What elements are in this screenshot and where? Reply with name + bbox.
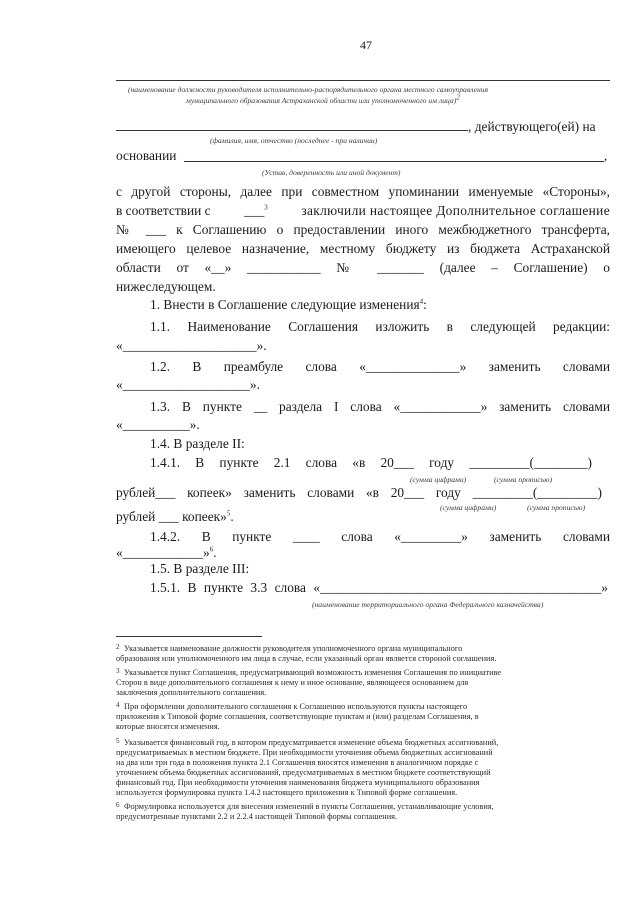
footnote-3-line-2: Сторон в виде дополнительного соглашения к нему и иное основание, являющееся основанием для: [116, 678, 469, 687]
item-1-4: 1.4. В разделе II:: [150, 436, 245, 451]
footnote-5-line-3: на два или три года в положения пункта 2.1 Соглашения вносятся изменения в аналогичном порядке с: [116, 758, 479, 767]
body-line-3: № ___ к Соглашению о предоставлении иного межбюджетного трансферта,: [116, 222, 610, 237]
item-1-4-2: 1.4.2. В пункте ____ слова «_________» заменить словами: [150, 529, 610, 544]
caption-sum-digits: (сумма цифрами): [410, 475, 467, 484]
footnote-2-line-2: образования или уполномоченного им лица в случае, если указанный орган является стороной соглашения.: [116, 654, 497, 663]
footnote-5-line-5: финансовый год. При необходимости уточнения наименования бюджета муниципального образования: [116, 778, 480, 787]
body-line-6: нижеследующем.: [116, 279, 216, 294]
page-number: 47: [360, 38, 372, 52]
footnote-5-line-4: уточнением объема бюджетных ассигнований, предусматриваемых в местном бюджете соответствующий: [116, 768, 491, 777]
caption-sum-words-2: (сумма прописью): [527, 503, 586, 512]
item-1-1: 1.1. Наименование Соглашения изложить в следующей редакции:: [150, 319, 610, 334]
item-1: 1. Внести в Соглашение следующие изменения$^4$:: [150, 297, 427, 312]
caption-treasury: (наименование территориального органа Федерального казначейства): [312, 600, 544, 609]
item-1-2-cont: «___________________».: [116, 377, 260, 392]
item-1-5: 1.5. В разделе III:: [150, 561, 250, 576]
fio-line: [116, 130, 468, 131]
item-1-3-cont: «__________».: [116, 417, 200, 432]
footnote-6-line-1: 6 Формулировка используется для внесения изменений в пункты Соглашения, устанавливающие условия,: [116, 801, 494, 811]
caption-position-line2: муниципального образования Астраханской области или уполномоченного им лица)$^2$: [186, 93, 460, 105]
item-1-4-1: 1.4.1. В пункте 2.1 слова «в 20___ году _________(________): [150, 455, 592, 470]
caption-fio: (фамилия, имя, отчество (последнее - при наличии): [210, 136, 378, 145]
footnote-2-line-1: 2 Указывается наименование должности руководителя уполномоченного органа муниципального: [116, 643, 463, 653]
footnote-6-line-2: предусмотренные пунктами 2.2 и 2.2.4 настоящей Типовой формы соглашения.: [116, 812, 398, 821]
body-line-5: области от «__» ___________ № _______ (далее – Соглашение) о: [116, 260, 610, 275]
footnote-separator: [116, 636, 262, 637]
caption-basis: (Устав, доверенность или иной документ): [262, 168, 401, 177]
body-line-4: имеющего целевое назначение, местному бюджету из бюджета Астраханской: [116, 241, 610, 256]
item-1-5-1: 1.5.1. В пункте 3.3 слова «__________________________________________»: [150, 580, 608, 595]
caption-position-line1: (наименование должности руководителя исполнительно-распорядительного органа местного самоуправления: [128, 85, 489, 94]
footnote-4-line-1: 4 При оформлении дополнительного соглашения к Соглашению используются пункты настоящего: [116, 701, 468, 711]
item-1-2: 1.2. В преамбуле слова «______________» заменить словами: [150, 359, 610, 374]
caption-sum-digits-2: (сумма цифрами): [440, 503, 497, 512]
item-1-3: 1.3. В пункте __ раздела I слова «____________» заменить словами: [150, 399, 610, 414]
footnote-5-line-6: используется формулировка пункта 1.4.2 настоящего приложения к Типовой форме соглашения.: [116, 788, 458, 797]
body-line-2: в соответствии с ___$^3$ заключили настоящее Дополнительное соглашение: [116, 203, 610, 218]
footnote-5-line-1: 5 Указывается финансовый год, в котором предусматривается изменение объема бюджетных ассигнований,: [116, 737, 499, 747]
item-1-4-1-end: рублей ___ копеек»$^5$.: [116, 509, 234, 524]
footnote-4-line-2: приложения к Типовой форме соглашения, соответствующие пунктам и (или) разделам Соглашения, в: [116, 712, 479, 721]
item-1-4-1-cont: рублей___ копеек» заменить словами «в 20___ году _________(_________): [116, 485, 602, 500]
item-1-1-cont: «____________________».: [116, 338, 267, 353]
footnote-5-line-2: предусматриваемых в местном бюджете. При необходимости уточнения объема бюджетных ассигнований: [116, 748, 493, 757]
basis-line: [184, 161, 604, 162]
basis-end: ,: [604, 148, 608, 163]
body-line-1: с другой стороны, далее при совместном упоминании именуемые «Стороны»,: [116, 184, 610, 199]
caption-sum-words: (сумма прописью): [494, 475, 553, 484]
footnote-4-line-3: которые вносятся изменения.: [116, 722, 220, 731]
item-1-4-2-cont: «____________»$^6$.: [116, 545, 217, 560]
footnote-3-line-3: заключения дополнительного соглашения.: [116, 688, 267, 697]
signature-line-position: [116, 80, 610, 81]
footnote-3-line-1: 3 Указывается пункт Соглашения, предусматривающий возможность изменения Соглашения по инициативе: [116, 667, 502, 677]
acting-suffix: , действующего(ей) на: [468, 119, 596, 134]
basis-label: основании: [116, 148, 177, 163]
